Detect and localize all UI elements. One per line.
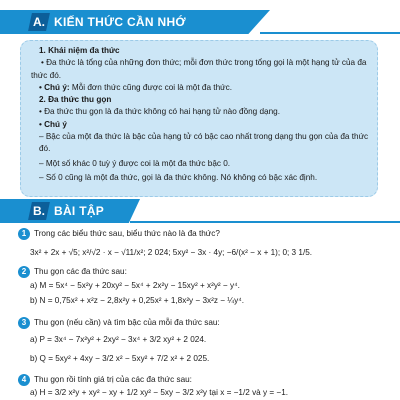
section-b-letter: B. [28, 202, 50, 220]
exercise-2b: b) N = 0,75x² + x²z − 2,8x²y + 0,25x² + 1,8x²y − 3x²z − ¼y⁴. [30, 296, 244, 305]
exercise-1-prompt: Trong các biểu thức sau, biểu thức nào là đa thức? [34, 229, 220, 239]
theory-note-1: • Chú ý: Mỗi đơn thức cũng được coi là một đa thức. [39, 82, 232, 92]
section-b-title: BÀI TẬP [54, 204, 105, 218]
section-a-header [0, 10, 400, 34]
exercise-4a: a) H = 3/2 x²y + xy² − xy + 1/2 xy² − 5xy − 3/2 x²y tại x = −1/2 và y = −1. [30, 388, 289, 397]
theory-list-item-3: – Số 0 cũng là một đa thức, gọi là đa thức không. Nó không có bậc xác định. [39, 172, 318, 182]
theory-list-item-1: – Bậc của một đa thức là bậc của hạng tử có bậc cao nhất trong dạng thu gọn của đa thức đó. [39, 132, 369, 154]
exercise-2 [18, 266, 388, 278]
exercise-1-number: 1 [18, 228, 30, 240]
theory-heading-1: 1. Khái niệm đa thức [39, 46, 120, 55]
exercise-3 [18, 317, 388, 329]
exercise-3-number: 3 [18, 317, 30, 329]
theory-box [20, 40, 378, 197]
section-a-title: KIẾN THỨC CẦN NHỚ [54, 15, 186, 29]
exercise-3-prompt: Thu gọn (nếu cần) và tìm bậc của mỗi đa thức sau: [34, 318, 220, 328]
exercise-2a: a) M = 5x⁴ − 5x²y + 20xy² − 5x⁴ + 2x²y − 15xy² + x²y² − y⁴. [30, 281, 240, 290]
section-a-letter: A. [28, 13, 50, 31]
exercise-2-number: 2 [18, 266, 30, 278]
exercise-4-prompt: Thu gọn rồi tính giá trị của các đa thức sau: [34, 375, 192, 385]
theory-heading-2: 2. Đa thức thu gọn [39, 95, 112, 105]
exercise-3b: b) Q = 5xy² + 4xy − 3/2 x² − 5xy² + 7/2 x² + 2 025. [30, 354, 210, 363]
exercise-3a: a) P = 3x⁴ − 7x²y² + 2xy² − 3x⁴ + 3/2 xy² + 2 024. [30, 335, 207, 344]
theory-paragraph-1: • Đa thức là tổng của những đơn thức; mỗi đơn thức trong tổng gọi là một hạng tử của đa thức đó. [31, 58, 367, 80]
theory-paragraph-2: • Đa thức thu gọn là đa thức không có hai hạng tử nào đồng dạng. [39, 107, 280, 117]
theory-note-2-label: • Chú ý [39, 119, 67, 129]
section-a-rule [260, 32, 400, 34]
section-b-header [0, 199, 400, 223]
exercise-2-prompt: Thu gọn các đa thức sau: [34, 267, 127, 277]
exercise-1-expressions: 3x² + 2x + √5; x²/√2 · x − √11/x²; 2 024; 5xy² − 3x · 4y; −6/(x² − x + 1); 0; 3 1/5. [30, 248, 313, 257]
exercise-4-number: 4 [18, 374, 30, 386]
theory-list-item-2: – Một số khác 0 tuỳ ý được coi là một đa thức bậc 0. [39, 158, 231, 168]
section-b-rule [130, 221, 400, 223]
exercise-4 [18, 374, 388, 386]
exercise-1 [18, 228, 388, 240]
